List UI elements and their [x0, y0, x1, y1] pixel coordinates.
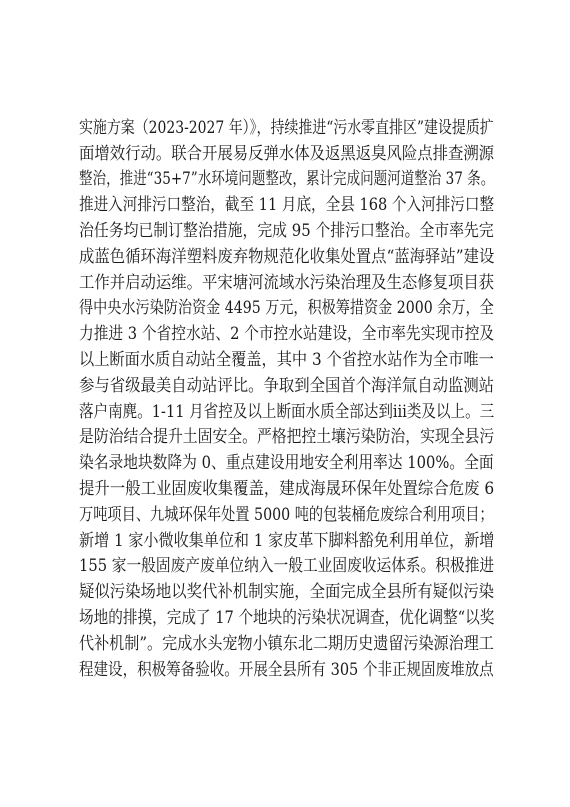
text-line: 实施方案（2023-2027 年）》，持续推进“污水零直排区”建设提质扩 [79, 118, 494, 138]
text-line: 疑似污染场地以奖代补机制实施，全面完成全县所有疑似污染 [79, 582, 495, 602]
text-line: 工作并启动运维。平宋塘河流域水污染治理及生态修复项目获 [79, 273, 495, 293]
text-line: 程建设，积极筹备验收。开展全县所有 305 个非正规固废堆放点 [79, 660, 494, 680]
text-line: 是防治结合提升土固安全。严格把控土壤污染防治，实现全县污 [79, 427, 495, 447]
text-line: 代补机制”。完成水头宠物小镇东北二期历史遗留污染源治理工 [79, 634, 494, 654]
text-line: 成蓝色循环海洋塑料废弃物规范化收集处置点“蓝海驿站”建设 [79, 247, 495, 267]
text-line: 面增效行动。联合开展易反弹水体及返黑返臭风险点排查溯源 [79, 144, 495, 164]
text-line: 场地的排摸，完成了 17 个地块的污染状况调查，优化调整“以奖 [79, 608, 495, 628]
text-line: 染名录地块数降为 0、重点建设用地安全利用率达 100%。全面 [79, 453, 494, 473]
text-line: 整治，推进“35+7”水环境问题整改，累计完成问题河道整治 37 条。 [79, 169, 495, 189]
text-line: 推进入河排污口整治，截至 11 月底，全县 168 个入河排污口整 [79, 195, 495, 215]
text-line: 参与省级最美自动站评比。争取到全国首个海洋氚自动监测站 [79, 376, 495, 396]
text-line: 新增 1 家小微收集单位和 1 家皮革下脚料豁免利用单位，新增 [79, 531, 495, 551]
text-line: 力推进 3 个省控水站、2 个市控水站建设，全市率先实现市控及 [79, 324, 495, 344]
text-line: 治任务均已制订整治措施，完成 95 个排污口整治。全市率先完 [79, 221, 494, 241]
text-line: 得中央水污染防治资金 4495 万元，积极筹措资金 2000 余万，全 [79, 298, 494, 318]
text-line: 提升一般工业固废收集覆盖，建成海晟环保年处置综合危废 6 [79, 479, 495, 499]
text-line: 155 家一般固废产废单位纳入一般工业固废收运体系。积极推进 [79, 556, 495, 576]
text-line: 以上断面水质自动站全覆盖，其中 3 个省控水站作为全市唯一 [79, 350, 494, 370]
text-line: 万吨项目、九城环保年处置 5000 吨的包装桶危废综合利用项目； [79, 505, 494, 525]
text-line: 落户南麂。1-11 月省控及以上断面水质全部达到ⅲ类及以上。三 [79, 402, 495, 422]
